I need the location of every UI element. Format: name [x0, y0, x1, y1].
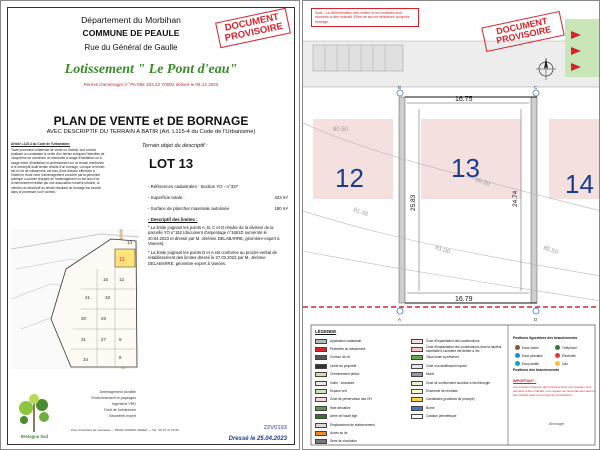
- legend-label: Arbre de haute tige: [330, 414, 358, 419]
- legend-label: Zone de préservation des OH: [330, 397, 372, 402]
- network-dot-icon: [555, 361, 560, 366]
- legend-swatch: [411, 414, 423, 419]
- legend-label: Emplacement de stationnement: [330, 422, 375, 427]
- legend-swatch: [411, 381, 423, 386]
- legend-swatch: [315, 364, 327, 369]
- lot-label: 13: [451, 153, 480, 183]
- legend-item: [411, 337, 505, 345]
- legend-item: [315, 362, 375, 370]
- legend-swatch: [315, 423, 327, 428]
- legend-label: Zone non aedificandi imposé: [426, 363, 467, 368]
- legal-article: [11, 142, 107, 196]
- dimension-left: 25.83: [410, 194, 417, 211]
- provisional-stamp: DOCUMENT PROVISOIRE: [481, 11, 564, 52]
- legend-label: Espace vert: [330, 388, 347, 393]
- legend-swatch: [411, 406, 423, 411]
- svg-text:30: 30: [81, 316, 87, 321]
- network-item: [555, 353, 595, 358]
- dimension-bottom: 16.79: [455, 296, 473, 303]
- legend-swatch: [411, 355, 423, 360]
- legend-item: [315, 404, 375, 412]
- legend-item: [315, 396, 375, 404]
- dimension-right: 24.74: [512, 190, 519, 207]
- department: Département du Morbihan: [81, 15, 181, 25]
- legend-item: [411, 362, 505, 370]
- network-dot-icon: [515, 345, 520, 350]
- network-label: Téléphone: [562, 345, 578, 350]
- legend-item: [315, 371, 375, 379]
- legal-heading: Article L115-4 du Code de l'Urbanisme:: [11, 142, 71, 146]
- svg-text:26: 26: [101, 316, 107, 321]
- legend-swatch: [315, 389, 327, 394]
- svg-text:15: 15: [103, 277, 109, 282]
- right-sheet: [302, 0, 600, 450]
- contour-label: 80.50: [542, 245, 559, 257]
- point-label: C: [534, 85, 538, 90]
- svg-text:13: 13: [119, 257, 125, 263]
- field-label: - Surface de plancher maximale autorisée: [148, 206, 230, 211]
- network-label: Eaux pluviales: [522, 353, 543, 358]
- survey-point: [397, 308, 403, 314]
- legend-label: Cheminement piéton: [330, 372, 360, 377]
- legend-item: [411, 371, 505, 379]
- network-label: Gaz: [562, 361, 568, 366]
- point-label: D: [534, 317, 538, 322]
- commune-name: COMMUNE DE PEAULE: [82, 28, 180, 38]
- service-item: Géomètre-expert: [108, 414, 136, 419]
- network-label: Eaux usées: [522, 345, 539, 350]
- networks-grid: [515, 345, 595, 366]
- network-dot-icon: [515, 353, 520, 358]
- legend-label: Zone d'implantation des constructions dont la hauteur maximale à l'acrotère est limitée à 3m: [426, 345, 502, 353]
- svg-text:12: 12: [119, 277, 125, 282]
- legend-item: [411, 413, 505, 421]
- svg-text:34: 34: [83, 357, 89, 362]
- legend-item: [411, 354, 505, 362]
- point-label: B: [398, 85, 402, 90]
- service-item: Ingénierie VRD: [111, 402, 136, 407]
- lot-label: 14: [565, 169, 594, 199]
- legend-column-middle: [411, 337, 505, 421]
- field-value: 180 m²: [274, 206, 288, 211]
- survey-point: [397, 90, 403, 96]
- contour-label: 80.50: [333, 127, 349, 133]
- point-label: A: [398, 317, 402, 322]
- svg-text:21: 21: [85, 295, 91, 300]
- legend-swatch: [411, 339, 423, 344]
- contact-info: Zone d'Activités de Laroiseau — 56000 VANNES CEDEX — Tél : 02 97 47 22 80: [71, 428, 179, 432]
- legend-swatch: [315, 397, 327, 402]
- legend-label: Cotation périmétrique: [426, 414, 457, 419]
- legend-label: Talus boisé à préserver: [426, 355, 459, 360]
- field-label: - Références cadastrales : Section YO - n°337: [148, 184, 239, 189]
- field-area: [148, 195, 288, 206]
- svg-text:18: 18: [105, 295, 111, 300]
- networks-remark: Positions des branchements: [513, 368, 560, 372]
- legend-label: Limite de propriété: [330, 363, 357, 368]
- services-list: [71, 389, 136, 420]
- network-dot-icon: [555, 345, 560, 350]
- legend-swatch: [315, 431, 327, 436]
- legend-item: [315, 421, 375, 429]
- legend-swatch: [315, 347, 327, 352]
- legend-swatch: [315, 355, 327, 360]
- green-space: [565, 19, 600, 77]
- legend-swatch: [315, 372, 327, 377]
- legend-label: Borne: [426, 405, 435, 410]
- legend-swatch: [411, 372, 423, 377]
- field-label: - Superficie totale :: [148, 195, 185, 200]
- site-plan-map: [11, 229, 139, 369]
- network-dot-icon: [515, 361, 520, 366]
- legend-label: Contour de lot: [330, 355, 351, 360]
- legend-item: [411, 387, 505, 395]
- legend-item: [411, 396, 505, 404]
- legend-swatch: [315, 439, 327, 444]
- network-item: [555, 361, 595, 366]
- survey-point: [533, 90, 539, 96]
- legend-item: [315, 345, 375, 353]
- lot-divider: [399, 97, 405, 303]
- parking-area: [313, 45, 403, 71]
- field-cadastral: [148, 184, 288, 195]
- network-item: [515, 353, 555, 358]
- brand-logo: [12, 390, 57, 435]
- contour-label: 81.00: [352, 207, 369, 219]
- network-item: [555, 345, 595, 350]
- signature: Bornage: [549, 421, 565, 426]
- network-item: [515, 361, 555, 366]
- service-item: Environnement et paysages: [91, 396, 136, 401]
- legend-swatch: [411, 347, 423, 352]
- legend-item: [315, 438, 375, 446]
- legend-item: [315, 337, 375, 345]
- networks-title: Positions figuratives des branchements: [513, 336, 578, 340]
- svg-text:27: 27: [101, 337, 107, 342]
- lotissement-title: Lotissement " Le Pont d'eau": [64, 62, 238, 77]
- legend-title: LÉGENDE: [315, 329, 337, 334]
- legend-swatch: [411, 389, 423, 394]
- service-item: Aménagement durable: [99, 390, 136, 394]
- legend-label: Voirie - chaussée: [330, 380, 355, 385]
- legend-column-left: [315, 337, 375, 446]
- legend-item: [315, 387, 375, 395]
- legend-swatch: [411, 364, 423, 369]
- legend-item: [411, 345, 505, 353]
- legend-label: Accès au lot: [330, 430, 348, 435]
- contour-label: 80.50: [474, 177, 491, 189]
- dimension-top: 16.75: [455, 96, 473, 103]
- lot-label: 12: [335, 163, 364, 193]
- legend-label: Candélabre (positions de principe): [426, 397, 475, 402]
- lot-divider: [531, 97, 537, 303]
- limits-notice: Note : La détermination des limites et les surfaces sont données à titre indicatif. Elles ne seront définitives qu'après bornage.: [311, 8, 419, 27]
- lot-number: LOT 13: [149, 156, 194, 171]
- provisional-stamp: DOCUMENT PROVISOIRE: [215, 8, 291, 48]
- plan-title: PLAN DE VENTE et DE BORNAGE: [53, 114, 249, 128]
- legend-swatch: [315, 414, 327, 419]
- network-label: Eau potable: [522, 361, 540, 366]
- limits-header: - Descriptif des limites :: [148, 217, 198, 222]
- legend-item: [315, 354, 375, 362]
- brand-name: Bretagne Sud: [20, 434, 49, 439]
- limits-note-2: * La limite joignant les points D et A est conforme au procès-verbal de rétablissement des limites dressé le 27.03.2023 par M. Jérémie DELABARRE, géomètre-expert à Vannes.: [148, 249, 277, 266]
- svg-text:31: 31: [81, 337, 87, 342]
- legal-body: Toute promesse unilatérale de vente ou d'achat, tout contrat réalisant ou constatant la vente d'un terrain indiquant l'intention de l'acquéreur de construire un immeuble à usage d'habitation ou à usage mixte d'habitation et professionnel sur ce terrain mentionne si le descriptif dudit terrain résulte d'un bornage. Lorsque le terrain est un lot de lotissement, est issu d'une division effectuée à l'intérieur d'une zone d'aménagement concerté par la personne publique ou privée chargée de l'aménagement ou est issu d'un remembrement réalisé par une association foncière urbaine, la mention du descriptif du terrain résultant du bornage est inscrite dans la promesse ou le contrat.: [11, 148, 105, 194]
- service-item: Droit de l'urbanisme: [104, 408, 136, 413]
- contour-label: 81.00: [434, 245, 451, 256]
- legend-label: Zone de confinement soumise à l'archéologie: [426, 380, 491, 385]
- permit-reference: Permis d'aménager n° PA 056 153 22 Y0002 délivré le 06.12.2022: [83, 82, 219, 87]
- legend-label: Zone d'implantation des constructions: [426, 338, 480, 343]
- terrain-header: Terrain objet du descriptif :: [142, 143, 208, 149]
- drawn-date: Dressé le 25.04.2023: [228, 436, 287, 442]
- legend-swatch: [315, 381, 327, 386]
- legend-item: [411, 379, 505, 387]
- svg-text:9: 9: [119, 337, 122, 342]
- legend-item: [411, 404, 505, 412]
- field-floor-area: [148, 206, 288, 217]
- legend-item: [315, 413, 375, 421]
- svg-text:8: 8: [119, 355, 122, 360]
- important-text: Les positions figurées des branchements aux réseaux sont données à titre indicatif. Les niveaux de raccordement devront être vérifiés avant tout projet de construction.: [513, 385, 596, 397]
- document-reference: 22V0193: [263, 425, 287, 431]
- important-title: IMPORTANT :: [513, 379, 537, 383]
- legend-swatch: [315, 339, 327, 344]
- legend-label: Haie arbustive: [330, 405, 351, 410]
- network-dot-icon: [555, 353, 560, 358]
- terrain-fields: [148, 184, 288, 269]
- legend-label: Ensemble de remblais: [426, 388, 458, 393]
- legend-label: Application cadastrale: [330, 338, 362, 343]
- plan-subtitle: AVEC DESCRIPTIF DU TERRAIN A BATIR (Art. L115-4 du Code de l'Urbanisme): [46, 129, 256, 135]
- survey-point: [533, 308, 539, 314]
- svg-text:14: 14: [127, 240, 133, 245]
- legend-label: Périmètre du lotissement: [330, 346, 366, 351]
- limits-note-1: * La limite joignant les points A, B, C et D résulte de la division de la parcelle YO n°152 (document d'arpentage n°1661D numéroté le 20.04.2023 et dressé par M. Jérémie DELABARRE, géomètre-expert à Vannes).: [148, 225, 280, 247]
- legend-item: [315, 379, 375, 387]
- legend-label: Sens de circulation: [330, 439, 357, 444]
- network-label: Électricité: [562, 353, 576, 358]
- legend-label: Muret: [426, 372, 435, 377]
- network-item: [515, 345, 555, 350]
- legend-swatch: [315, 406, 327, 411]
- field-value: 423 m²: [274, 195, 288, 200]
- legend-swatch: [411, 397, 423, 402]
- legend-item: [315, 429, 375, 437]
- street-name: Rue du Général de Gaulle: [84, 43, 178, 52]
